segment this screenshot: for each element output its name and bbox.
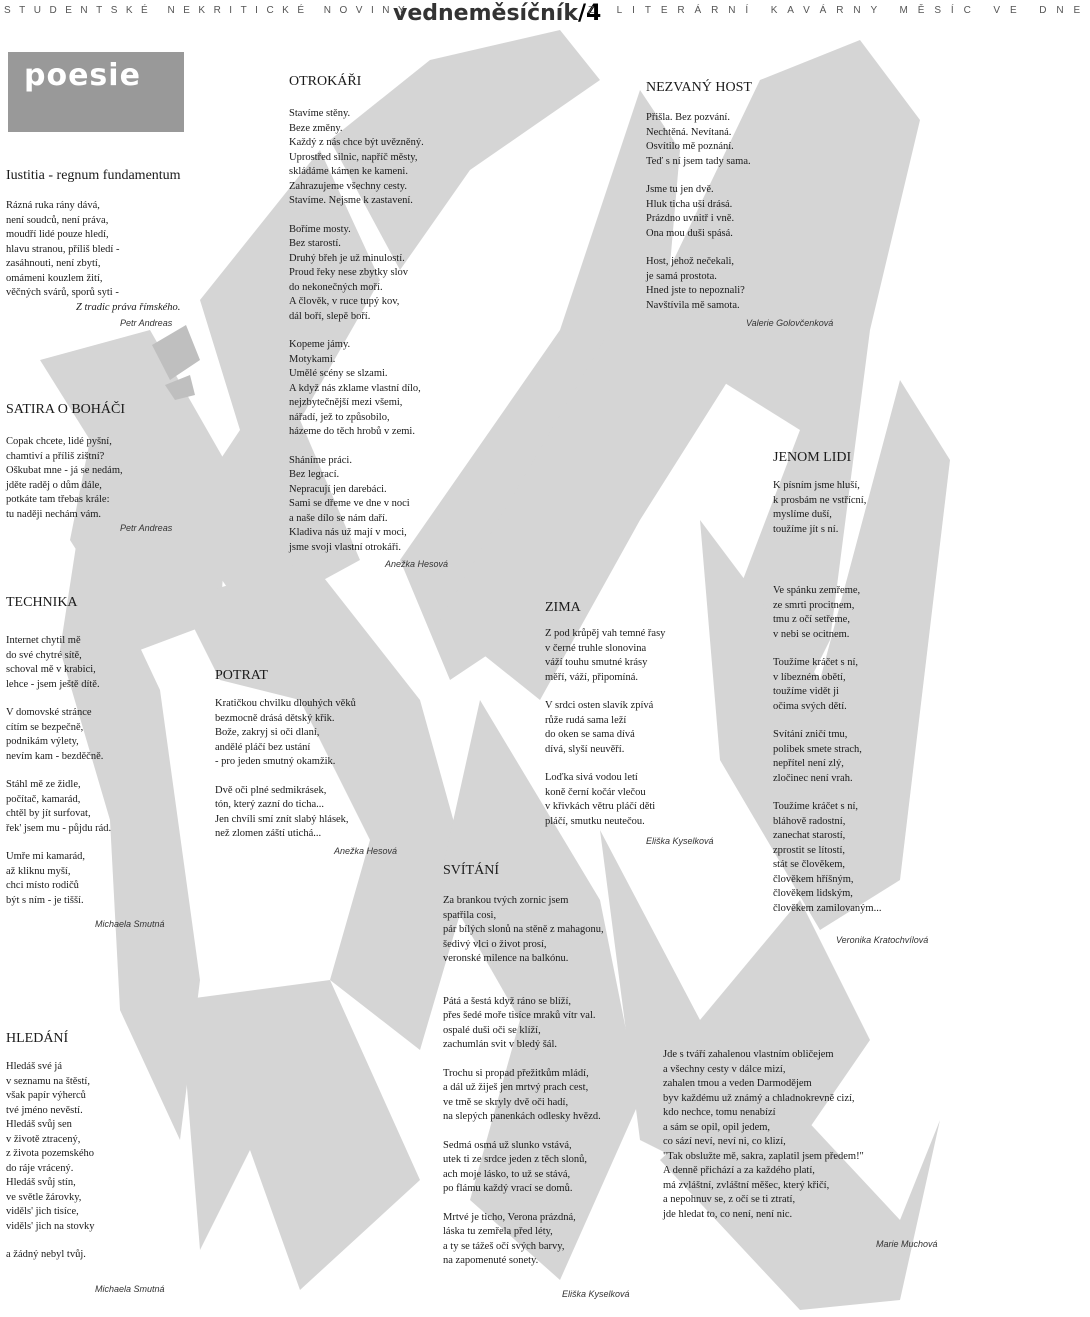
poem-line: Sháníme práci.: [289, 454, 352, 466]
poem-line: V domovské stránce: [6, 707, 92, 718]
poem-body: [646, 111, 752, 313]
poem-line: a sám se opil, opil jedem,: [663, 1121, 771, 1133]
poem-line: Bez starostí.: [289, 238, 341, 249]
poem-line: Z pod krůpěj vah temné řasy: [545, 628, 666, 639]
poem-line: zachumlán svit v bledý šál.: [443, 1039, 558, 1050]
poem-line: do nekonečných moří.: [289, 281, 383, 293]
poem-line: v líbezném obětí,: [773, 671, 846, 683]
masthead-right-text: Z LITERÁRNÍ KAVÁRNY MĚSÍC VE DNE: [588, 5, 1090, 16]
poem-line: v černé truhle slonovina: [545, 642, 647, 654]
stanza-gap: [289, 440, 424, 454]
poem-line: Zahrazujeme všechny cesty.: [289, 180, 407, 192]
poem-line: ospalé duši oči se klíží,: [443, 1024, 541, 1036]
poem-line: Nechtěná. Nevítaná.: [646, 126, 732, 138]
poem-line: váží touhu smutné krásy: [545, 657, 648, 668]
poem-line: - pro jeden smutný okamžik.: [215, 756, 336, 767]
poem-line: kdo nechce, tomu nenabízí: [663, 1107, 776, 1118]
poem-author: Petr Andreas: [120, 523, 173, 533]
poem-line: viděls' jich na stovky: [6, 1220, 95, 1232]
poem-line: Ona mou duši spásá.: [646, 227, 733, 239]
poem-line: zahalen tmou a veden Darmodějem: [663, 1078, 812, 1089]
poem-jenom-lidi: [773, 449, 866, 537]
poem-line: v životě ztracený,: [6, 1133, 81, 1145]
poem-line: a nepohnuv se, z očí se ti ztratí,: [663, 1194, 796, 1205]
poem-line: skládáme kámen ke kameni.: [289, 166, 408, 177]
poem-line: "Tak obslužte mě, sakra, zaplatil jsem předem!": [663, 1150, 864, 1162]
poem-body: [289, 107, 424, 555]
poem-line: má zvláštní, zvláštní měšec, který křičí,: [663, 1179, 830, 1191]
poem-line: Každý z nás chce být uvězněný.: [289, 137, 424, 148]
poem-line: na slepých panenkách odlesky hvězd.: [443, 1111, 601, 1122]
poem-line: do své chytré sítě,: [6, 649, 82, 661]
poem-line: Bez legrací.: [289, 469, 340, 480]
poem-line: utek ti ze srdce jeden z těch slonů,: [443, 1154, 588, 1165]
stanza-gap: [6, 692, 111, 706]
poem-title: POTRAT: [215, 668, 268, 683]
poem-line: Toužíme kráčet s ní,: [773, 657, 858, 668]
poem-line: hlavu stranou, příliš bledí -: [6, 243, 120, 255]
poem-line: bláhově radostní,: [773, 815, 846, 827]
poem-line: tvé jméno nevěstí.: [6, 1104, 83, 1116]
poem-line: pár bílých slonů na stěně z mahagonu,: [443, 924, 604, 935]
poem-line: Stavíme stěny.: [289, 108, 351, 119]
poem-author: Marie Muchová: [876, 1239, 938, 1249]
poem-line: A denně přichází a za každého platí,: [663, 1165, 815, 1176]
stanza-gap: [545, 685, 665, 699]
stanza-gap: [6, 1234, 95, 1248]
poem-line: Osvítilo mě poznání.: [646, 141, 734, 152]
poem-line: Hned jste to nepoznali?: [646, 285, 745, 296]
poem-svitani: [443, 862, 604, 1269]
poem-line: co sází neví, neví ni, co klizí,: [663, 1136, 786, 1147]
poem-line: potkáte tam třebas krále:: [6, 494, 110, 505]
poem-line: podnikám výlety,: [6, 736, 79, 747]
poem-line: Internet chytil mě: [6, 635, 81, 646]
poem-line: V srdci osten slavík zpívá: [545, 700, 654, 711]
poem-technika: [6, 594, 111, 908]
poem-line: Mrtvé je ticho, Verona prázdná,: [443, 1211, 576, 1223]
poem-line: Host, jehož nečekali,: [646, 256, 735, 267]
poem-line: Teď s ní jsem tady sama.: [646, 155, 751, 167]
poem-quote: Z tradic práva římského.: [76, 301, 181, 313]
poem-body: [6, 435, 125, 522]
poem-line: Bože, zakryj si oči dlaní,: [215, 727, 320, 738]
stanza-gap: [6, 764, 111, 778]
poem-line: lehce - jsem ještě dítě.: [6, 678, 100, 690]
poem-title: SVÍTÁNÍ: [443, 863, 499, 878]
poem-line: Navštívila mě samota.: [646, 299, 740, 311]
poem-line: Loďka sivá vodou letí: [545, 772, 638, 783]
poem-line: Umře mi kamarád,: [6, 851, 86, 862]
poem-line: jděte raděj o dům dále,: [6, 479, 102, 491]
poem-line: Motykami.: [289, 353, 336, 365]
poem-line: polibek smete strach,: [773, 743, 862, 755]
poem-title: TECHNIKA: [6, 595, 78, 610]
poem-line: toužíme jít s ní.: [773, 523, 839, 535]
poem-line: není soudců, není práva,: [6, 214, 109, 226]
poem-line: stát se člověkem,: [773, 859, 846, 870]
poem-line: je samá prostota.: [646, 270, 717, 282]
poem-line: a dál už žiješ jen mrtvý prach cest,: [443, 1082, 589, 1093]
poem-line: a žádný nebyl tvůj.: [6, 1249, 86, 1260]
poem-line: A když nás zklame vlastní dílo,: [289, 382, 421, 394]
poem-line: ze smrti procitnem,: [773, 599, 855, 611]
poem-line: po flámu každý vrací se domů.: [443, 1183, 573, 1194]
stanza-gap: [6, 836, 111, 850]
poem-hledani: [6, 1030, 95, 1263]
poem-line: Beze změny.: [289, 122, 343, 134]
poem-author: Michaela Smutná: [95, 919, 165, 929]
poem-line: nářadí, jež to způsobilo,: [289, 411, 390, 423]
poem-line: z života pozemského: [6, 1148, 95, 1159]
poem-line: Jen chvíli smí znít slabý hlásek,: [215, 813, 349, 825]
poem-body: [215, 697, 356, 842]
poem-author: Anežka Hesová: [334, 846, 398, 856]
poem-line: Pátá a šestá když ráno se blíží,: [443, 995, 571, 1007]
poem-line: Hledáš své já: [6, 1061, 62, 1072]
poem-line: člověkem hříšným,: [773, 873, 854, 885]
poem-title: Iustitia - regnum fundamentum: [6, 168, 181, 183]
poem-line: Proud řeky nese zbytky slov: [289, 267, 408, 278]
poem-line: spatřila cosi,: [443, 909, 497, 921]
poem-line: Kratičkou chvilku dlouhých věků: [215, 698, 356, 709]
poem-satira: [6, 401, 125, 522]
poem-line: nevím kam - bezděčně.: [6, 750, 104, 762]
poem-line: počítač, kamarád,: [6, 793, 81, 805]
masthead-logo: vedneměsíčník/4: [393, 1, 602, 26]
poem-line: ach moje lásko, to už se stává,: [443, 1168, 571, 1180]
poem-line: řek' jsem mu - půjdu rád.: [6, 822, 112, 834]
poem-line: Prázdno uvnitř i vně.: [646, 213, 735, 224]
poem-line: Svítání zničí tmu,: [773, 729, 848, 740]
poem-author: Michaela Smutná: [95, 1284, 165, 1294]
poem-line: zasáhnouti, není zbytí,: [6, 258, 101, 269]
poem-line: byv každému už známý a chladnokrevně cizí,: [663, 1092, 855, 1104]
poem-otrokari: [289, 73, 424, 555]
stanza-gap: [215, 770, 356, 784]
poem-line: Druhý břeh je už minulostí.: [289, 252, 405, 264]
poem-line: bezmocně drásá dětský křik.: [215, 712, 335, 724]
stanza-gap: [443, 1125, 604, 1139]
poem-line: Rázná ruka rány dává,: [6, 200, 100, 211]
poem-line: Uprostřed silnic, napříč městy,: [289, 151, 418, 163]
poem-line: člověkem zamilovaným...: [773, 902, 882, 914]
poem-title: NEZVANÝ HOST: [646, 80, 752, 95]
poem-line: člověkem lidským,: [773, 888, 853, 899]
poem-zima: [545, 599, 665, 829]
poem-line: Jsme tu jen dvě.: [646, 184, 714, 195]
poem-line: k prosbám ne vstřícní,: [773, 494, 867, 506]
poem-line: ve světle žárovky,: [6, 1191, 82, 1203]
poem-line: do ráje vrácený.: [6, 1162, 74, 1174]
poem-line: tu naději nechám vám.: [6, 508, 102, 520]
poem-title: HLEDÁNÍ: [6, 1031, 69, 1046]
stanza-gap: [443, 967, 604, 981]
poem-title: ZIMA: [545, 600, 581, 615]
poem-line: a všechny cesty v dálce mizí,: [663, 1063, 786, 1075]
poem-line: zprostit se lítostí,: [773, 844, 846, 856]
poem-line: pláčí, smutku neutečou.: [545, 815, 645, 827]
poem-author: Eliška Kyselková: [562, 1289, 630, 1299]
poem-line: Trochu si propad přežitkům mládí,: [443, 1067, 589, 1079]
poem-line: Boříme mosty.: [289, 223, 351, 235]
poem-body: [663, 1048, 864, 1222]
poem-body: [773, 479, 866, 537]
poem-line: Nepracují jen darebáci.: [289, 483, 387, 495]
poem-line: do oken se sama dívá: [545, 729, 635, 740]
poem-author: Anežka Hesová: [385, 559, 449, 569]
poem-line: očima svých dětí.: [773, 700, 847, 712]
poem-line: věčných svárů, sporů syti -: [6, 287, 119, 298]
poem-line: jsme svoji vlastní otrokáři.: [289, 541, 401, 553]
poem-line: než zlomen záští utichá...: [215, 828, 322, 839]
poem-line: Sedmá osmá už slunko vstává,: [443, 1139, 572, 1151]
poem-nezvany-host: [646, 79, 752, 313]
poem-line: růže rudá sama leží: [545, 714, 627, 726]
poem-line: Přišla. Bez pozvání.: [646, 112, 730, 123]
poem-line: K písním jsme hluší,: [773, 480, 860, 491]
poem-line: Kopeme jámy.: [289, 339, 351, 350]
poem-line: a ty se tážeš očí svých barvy,: [443, 1240, 565, 1252]
poem-jde-s-tvari: [663, 1048, 864, 1222]
poem-line: viděls' jich tisíce,: [6, 1206, 79, 1217]
poem-line: tmu z očí setřeme,: [773, 614, 850, 625]
stanza-gap: [443, 1197, 604, 1211]
poem-line: Hledáš svůj stín,: [6, 1177, 76, 1188]
poem-line: chamtiví a příliš zištní?: [6, 450, 105, 462]
poem-line: v křivkách větru pláčí děti: [545, 801, 656, 812]
stanza-gap: [289, 324, 424, 338]
poem-line: však papír výherců: [6, 1090, 86, 1101]
poem-line: chtěl by jít surfovat,: [6, 808, 91, 819]
poem-title: OTROKÁŘI: [289, 74, 362, 89]
poem-line: nepřítel není zlý,: [773, 758, 844, 769]
poem-line: A člověk, v ruce tupý kov,: [289, 296, 400, 307]
poem-line: nejzbytečnější mezi všemi,: [289, 397, 403, 408]
poem-line: v nebi se ocitnem.: [773, 628, 850, 640]
poem-line: jde hledat to, co není, není nic.: [663, 1208, 793, 1220]
poem-author: Petr Andreas: [120, 318, 173, 328]
stanza-gap: [646, 241, 752, 255]
poem-line: myslíme duší,: [773, 509, 832, 520]
poem-author: Veronika Kratochvílová: [836, 935, 929, 945]
poem-potrat: [215, 667, 356, 842]
poem-line: Hledáš svůj sen: [6, 1119, 72, 1130]
poem-line: schoval mě v krabici,: [6, 664, 96, 675]
poem-line: dál boří, slepě boří.: [289, 310, 371, 322]
section-label: poesie: [24, 58, 141, 93]
poem-line: cítím se bezpečně,: [6, 721, 84, 733]
stanza-gap: [545, 757, 665, 771]
poem-line: dívá, slyší neuvěří.: [545, 743, 625, 755]
poem-line: Sami se dřeme ve dne v noci: [289, 498, 410, 509]
poem-line: koně černí kočár vlečou: [545, 786, 646, 798]
poem-line: Umělé scény se slzami.: [289, 368, 388, 379]
poem-line: v seznamu na štěstí,: [6, 1075, 90, 1087]
stanza-gap: [773, 786, 881, 800]
poem-line: ve tmě se skryly dvě oči hadí,: [443, 1096, 569, 1108]
poem-line: měří, váží, připomíná.: [545, 671, 639, 683]
poem-line: chci místo rodičů: [6, 880, 79, 891]
poem-iustitia: [6, 167, 181, 315]
poem-line: moudří lidé pouze hledí,: [6, 229, 109, 240]
poem-body: [6, 634, 111, 908]
stanza-gap: [773, 714, 881, 728]
poem-line: zločinec není vrah.: [773, 772, 853, 784]
poem-line: láska tu zemřela před léty,: [443, 1226, 553, 1237]
poem-line: Copak chcete, lidé pyšní,: [6, 436, 112, 447]
poem-line: omámeni kouzlem žití,: [6, 272, 103, 284]
poem-line: Hluk ticha uši drásá.: [646, 198, 733, 210]
stanza-gap: [443, 1053, 604, 1067]
poem-line: Stáhl mě ze židle,: [6, 779, 81, 790]
poem-line: Jde s tváří zahalenou vlastním obličejem: [663, 1049, 834, 1060]
poem-line: Ve spánku zemřeme,: [773, 585, 861, 596]
poem-line: Kladiva nás už mají v moci,: [289, 527, 407, 538]
section-label-box: [8, 52, 184, 132]
poem-author: Eliška Kyselková: [646, 836, 714, 846]
masthead-left-text: STUDENTSKÉ NEKRITICKÉ NOVINY: [4, 5, 414, 16]
poem-body: [545, 627, 665, 829]
poem-body: [443, 894, 604, 1269]
poem-author: Valerie Golovčenková: [746, 318, 834, 328]
poem-line: šedivý vlci o život prosí,: [443, 938, 547, 950]
stanza-gap: [646, 169, 752, 183]
poem-line: až kliknu myší,: [6, 865, 71, 877]
poem-line: Toužíme kráčet s ní,: [773, 801, 858, 812]
poem-title: SATIRA O BOHÁČI: [6, 402, 126, 417]
masthead: [0, 0, 1090, 26]
poem-body: [773, 584, 881, 916]
poem-ve-spanku: [773, 584, 881, 916]
poem-line: toužíme vidět ji: [773, 686, 839, 697]
poem-line: Stavíme. Nejsme k zastavení.: [289, 195, 413, 206]
poem-title: JENOM LIDI: [773, 450, 852, 465]
poem-line: veronské milence na balkónu.: [443, 953, 569, 964]
poem-line: Dvě oči plné sedmikrásek,: [215, 784, 327, 796]
poem-line: a naše dílo se nám daří.: [289, 512, 388, 524]
stanza-gap: [773, 642, 881, 656]
poem-line: být s ním - je tišší.: [6, 894, 84, 906]
stanza-gap: [289, 209, 424, 223]
stanza-gap: [443, 981, 604, 995]
poem-line: andělé pláčí bez ustání: [215, 741, 311, 753]
poem-line: házeme do těch hrobů v zemi.: [289, 426, 415, 437]
poem-line: tón, který zazní do ticha...: [215, 799, 325, 810]
poem-line: přes šedé moře tisíce mraků vítr val.: [443, 1010, 596, 1021]
poem-line: Za brankou tvých zornic jsem: [443, 895, 569, 906]
poem-body: [6, 1060, 95, 1263]
poem-line: Oškubat mne - já se nedám,: [6, 465, 123, 476]
poem-line: zanechat starostí,: [773, 830, 846, 841]
poem-body: [6, 199, 181, 301]
poem-line: na zapomenuté sonety.: [443, 1255, 539, 1266]
